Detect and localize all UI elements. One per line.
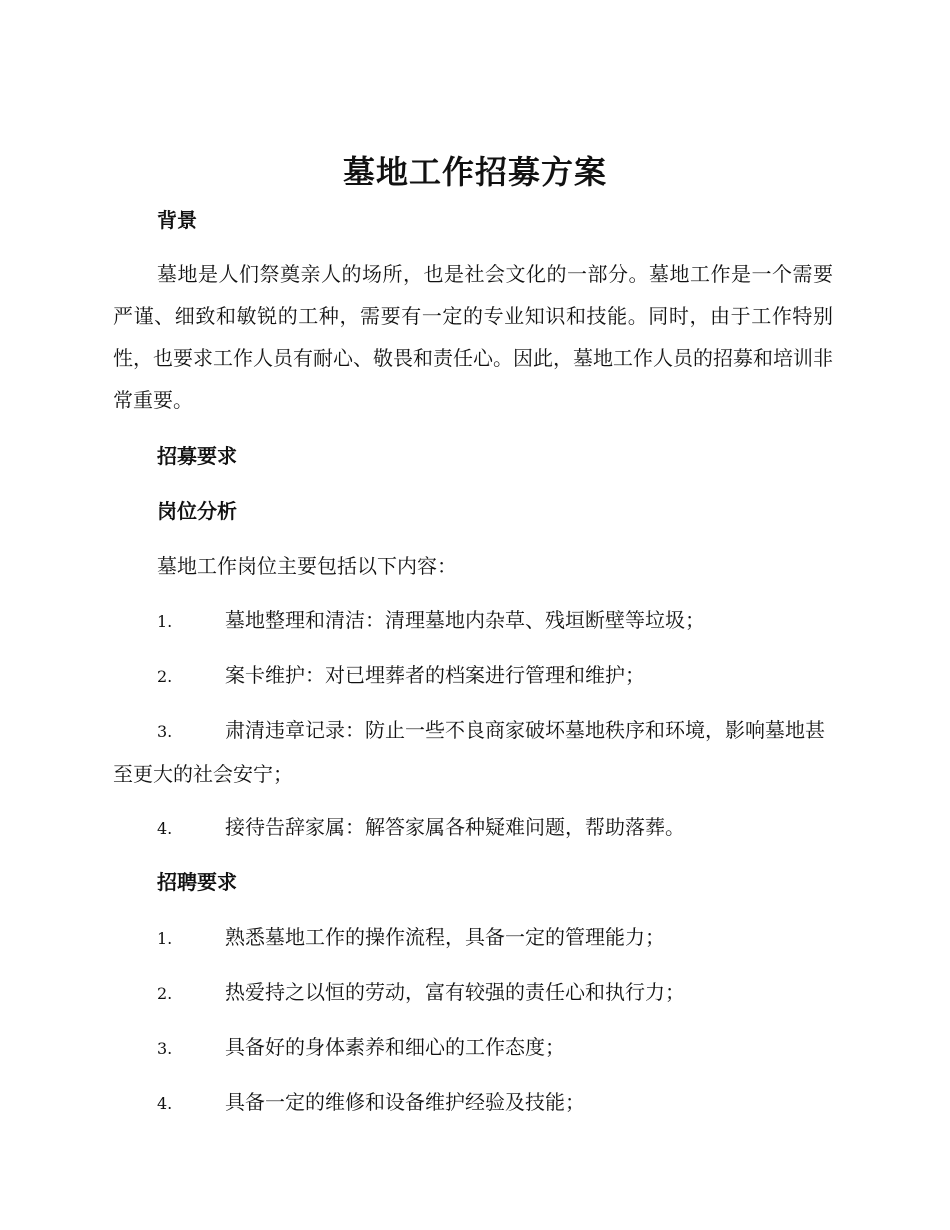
- list-item-text: 具备一定的维修和设备维护经验及技能；: [225, 1090, 585, 1114]
- list-item-text: 肃清违章记录：防止一些不良商家破坏墓地秩序和环境，影响墓地甚至更大的社会安宁；: [113, 718, 825, 786]
- list-item-number: 3.: [157, 722, 173, 741]
- list-item-text: 具备好的身体素养和细心的工作态度；: [225, 1035, 565, 1059]
- list-item-number: 4.: [157, 819, 173, 838]
- list-item-text: 墓地整理和清洁：清理墓地内杂草、残垣断壁等垃圾；: [225, 608, 705, 632]
- list-item-number: 1.: [157, 929, 173, 948]
- list-item-number: 2.: [157, 984, 173, 1003]
- list-item: [113, 599, 833, 643]
- background-paragraph: 墓地是人们祭奠亲人的场所，也是社会文化的一部分。墓地工作是一个需要严谨、细致和敏锐的工种，需要有一定的专业知识和技能。同时，由于工作特别性，也要求工作人员有耐心、敬畏和责任心。因此，墓地工作人员的招募和培训非常重要。: [113, 262, 833, 412]
- list-item-text: 案卡维护：对已埋葬者的档案进行管理和维护；: [225, 663, 645, 687]
- list-item: [113, 1081, 833, 1125]
- list-item: [113, 654, 833, 698]
- list-item-number: 3.: [157, 1039, 173, 1058]
- list-item-number: 4.: [157, 1094, 173, 1113]
- section-heading-recruit-requirements: 招募要求: [157, 444, 237, 468]
- list-item: [113, 709, 833, 795]
- section-heading-background: 背景: [157, 208, 197, 232]
- list-item-text: 接待告辞家属：解答家属各种疑难问题，帮助落葬。: [225, 815, 685, 839]
- list-item: [113, 916, 833, 960]
- list-item: [113, 971, 833, 1015]
- list-item-text: 热爱持之以恒的劳动，富有较强的责任心和执行力；: [225, 980, 685, 1004]
- list-item: [113, 1026, 833, 1070]
- section-heading-position-analysis: 岗位分析: [157, 499, 237, 523]
- document-title: 墓地工作招募方案: [342, 153, 607, 191]
- list-item-text: 熟悉墓地工作的操作流程，具备一定的管理能力；: [225, 925, 665, 949]
- list-item-number: 1.: [157, 612, 173, 631]
- list-item-number: 2.: [157, 667, 173, 686]
- list-item: [113, 806, 833, 850]
- section-heading-hiring-requirements: 招聘要求: [157, 870, 237, 894]
- position-analysis-intro: 墓地工作岗位主要包括以下内容：: [157, 554, 457, 578]
